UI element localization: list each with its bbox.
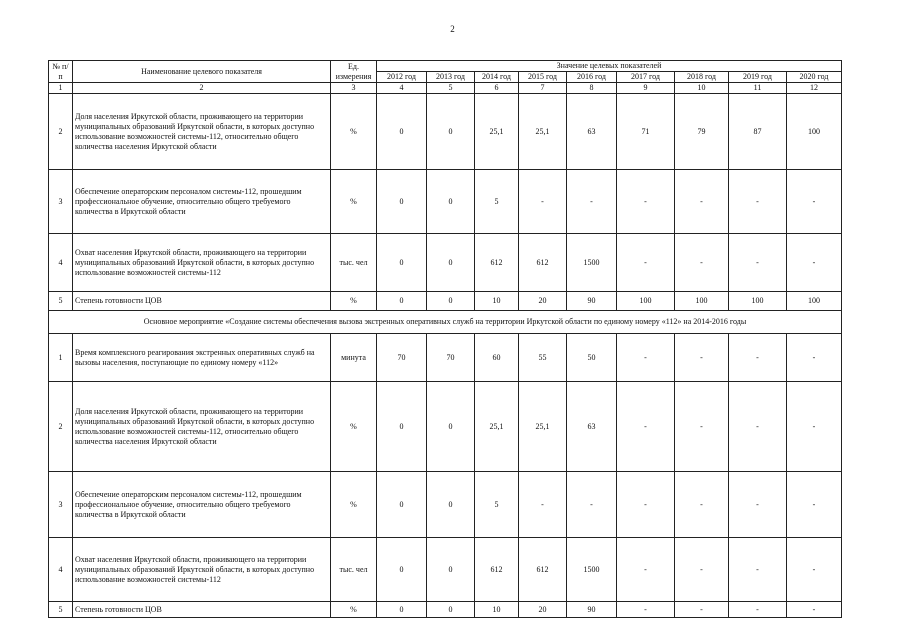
value-cell: - bbox=[617, 170, 675, 234]
value-cell: - bbox=[567, 170, 617, 234]
column-index: 7 bbox=[519, 83, 567, 94]
row-number: 5 bbox=[49, 602, 73, 618]
indicator-name: Время комплексного реагирования экстренных оперативных служб на вызовы населения, поступающие по единому номеру «112» bbox=[73, 334, 331, 382]
table-row bbox=[49, 170, 842, 234]
value-cell: - bbox=[675, 602, 729, 618]
value-cell: - bbox=[675, 170, 729, 234]
value-cell: 0 bbox=[377, 292, 427, 311]
table-header bbox=[49, 61, 842, 94]
value-cell: - bbox=[617, 538, 675, 602]
value-cell: 25,1 bbox=[475, 94, 519, 170]
value-cell: - bbox=[617, 234, 675, 292]
unit-cell: % bbox=[331, 602, 377, 618]
value-cell: 5 bbox=[475, 170, 519, 234]
value-cell: 100 bbox=[617, 292, 675, 311]
value-cell: - bbox=[675, 538, 729, 602]
row-number: 2 bbox=[49, 94, 73, 170]
value-cell: 0 bbox=[427, 170, 475, 234]
indicator-name: Доля населения Иркутской области, проживающего на территории муниципальных образований Иркутской области, в которых доступно использование возможностей системы-112, относительно общего количества населения Иркутской области bbox=[73, 382, 331, 472]
indicator-name: Обеспечение операторским персоналом системы-112, прошедшим профессиональное обучение, относительно общего требуемого количества в Иркутской области bbox=[73, 170, 331, 234]
value-cell: 0 bbox=[377, 602, 427, 618]
unit-cell: минута bbox=[331, 334, 377, 382]
header-year: 2019 год bbox=[729, 72, 787, 83]
header-year: 2018 год bbox=[675, 72, 729, 83]
value-cell: 5 bbox=[475, 472, 519, 538]
indicators-block-1 bbox=[49, 94, 842, 311]
row-number: 2 bbox=[49, 382, 73, 472]
value-cell: - bbox=[729, 334, 787, 382]
value-cell: 70 bbox=[377, 334, 427, 382]
value-cell: - bbox=[787, 234, 842, 292]
value-cell: - bbox=[567, 472, 617, 538]
section-block bbox=[49, 311, 842, 334]
value-cell: 50 bbox=[567, 334, 617, 382]
indicator-name: Степень готовности ЦОВ bbox=[73, 292, 331, 311]
value-cell: - bbox=[675, 334, 729, 382]
unit-cell: % bbox=[331, 382, 377, 472]
header-year: 2020 год bbox=[787, 72, 842, 83]
value-cell: 1500 bbox=[567, 234, 617, 292]
value-cell: 0 bbox=[427, 538, 475, 602]
row-number: 3 bbox=[49, 472, 73, 538]
header-name: Наименование целевого показателя bbox=[73, 61, 331, 83]
indicator-name: Обеспечение операторским персоналом системы-112, прошедшим профессиональное обучение, относительно общего требуемого количества в Иркутской области bbox=[73, 472, 331, 538]
value-cell: 20 bbox=[519, 292, 567, 311]
header-year: 2017 год bbox=[617, 72, 675, 83]
value-cell: 25,1 bbox=[519, 94, 567, 170]
value-cell: - bbox=[617, 602, 675, 618]
column-index-row bbox=[49, 83, 842, 94]
value-cell: 1500 bbox=[567, 538, 617, 602]
table-row bbox=[49, 334, 842, 382]
row-number: 5 bbox=[49, 292, 73, 311]
value-cell: 0 bbox=[377, 170, 427, 234]
value-cell: - bbox=[617, 472, 675, 538]
value-cell: 0 bbox=[427, 292, 475, 311]
column-index: 12 bbox=[787, 83, 842, 94]
page-number: 2 bbox=[450, 24, 455, 34]
row-number: 3 bbox=[49, 170, 73, 234]
value-cell: - bbox=[519, 170, 567, 234]
value-cell: - bbox=[787, 472, 842, 538]
header-year: 2014 год bbox=[475, 72, 519, 83]
unit-cell: % bbox=[331, 292, 377, 311]
value-cell: 87 bbox=[729, 94, 787, 170]
value-cell: 0 bbox=[427, 602, 475, 618]
value-cell: 63 bbox=[567, 94, 617, 170]
value-cell: 0 bbox=[377, 472, 427, 538]
column-index: 9 bbox=[617, 83, 675, 94]
unit-cell: % bbox=[331, 170, 377, 234]
value-cell: - bbox=[729, 538, 787, 602]
value-cell: 70 bbox=[427, 334, 475, 382]
row-number: 4 bbox=[49, 234, 73, 292]
header-year: 2015 год bbox=[519, 72, 567, 83]
value-cell: 0 bbox=[427, 382, 475, 472]
value-cell: - bbox=[729, 602, 787, 618]
value-cell: - bbox=[617, 382, 675, 472]
table-row bbox=[49, 234, 842, 292]
value-cell: - bbox=[787, 334, 842, 382]
value-cell: - bbox=[729, 472, 787, 538]
value-cell: - bbox=[675, 234, 729, 292]
value-cell: - bbox=[787, 170, 842, 234]
value-cell: 71 bbox=[617, 94, 675, 170]
column-index: 3 bbox=[331, 83, 377, 94]
value-cell: 79 bbox=[675, 94, 729, 170]
value-cell: 90 bbox=[567, 292, 617, 311]
header-year: 2013 год bbox=[427, 72, 475, 83]
value-cell: 10 bbox=[475, 602, 519, 618]
column-index: 6 bbox=[475, 83, 519, 94]
table-row bbox=[49, 94, 842, 170]
value-cell: 612 bbox=[475, 538, 519, 602]
indicator-name: Доля населения Иркутской области, проживающего на территории муниципальных образований Иркутской области, в которых доступно использование возможностей системы-112, относительно общего количества населения Иркутской области bbox=[73, 94, 331, 170]
indicators-table bbox=[48, 60, 842, 618]
indicator-name: Охват населения Иркутской области, проживающего на территории муниципальных образований Иркутской области, в которых доступно использование возможностей системы-112 bbox=[73, 538, 331, 602]
table-row bbox=[49, 538, 842, 602]
value-cell: 100 bbox=[675, 292, 729, 311]
table-row bbox=[49, 472, 842, 538]
column-index: 10 bbox=[675, 83, 729, 94]
unit-cell: тыс. чел bbox=[331, 538, 377, 602]
unit-cell: % bbox=[331, 94, 377, 170]
table-row bbox=[49, 602, 842, 618]
header-unit: Ед. измерения bbox=[331, 61, 377, 83]
value-cell: 10 bbox=[475, 292, 519, 311]
value-cell: 60 bbox=[475, 334, 519, 382]
value-cell: 25,1 bbox=[519, 382, 567, 472]
value-cell: - bbox=[729, 234, 787, 292]
indicators-block-2 bbox=[49, 334, 842, 618]
value-cell: - bbox=[617, 334, 675, 382]
value-cell: 20 bbox=[519, 602, 567, 618]
value-cell: 0 bbox=[427, 234, 475, 292]
value-cell: 25,1 bbox=[475, 382, 519, 472]
value-cell: - bbox=[787, 602, 842, 618]
value-cell: - bbox=[729, 382, 787, 472]
value-cell: 0 bbox=[377, 382, 427, 472]
header-year: 2016 год bbox=[567, 72, 617, 83]
table-row bbox=[49, 382, 842, 472]
table-row bbox=[49, 292, 842, 311]
value-cell: 55 bbox=[519, 334, 567, 382]
value-cell: 612 bbox=[475, 234, 519, 292]
value-cell: 0 bbox=[377, 94, 427, 170]
value-cell: 63 bbox=[567, 382, 617, 472]
header-values-group: Значение целевых показателей bbox=[377, 61, 842, 72]
indicator-name: Охват населения Иркутской области, проживающего на территории муниципальных образований Иркутской области, в которых доступно использование возможностей системы-112 bbox=[73, 234, 331, 292]
value-cell: - bbox=[675, 382, 729, 472]
column-index: 2 bbox=[73, 83, 331, 94]
value-cell: 0 bbox=[377, 234, 427, 292]
row-number: 4 bbox=[49, 538, 73, 602]
value-cell: - bbox=[519, 472, 567, 538]
column-index: 5 bbox=[427, 83, 475, 94]
value-cell: 100 bbox=[787, 94, 842, 170]
value-cell: 0 bbox=[427, 472, 475, 538]
value-cell: 0 bbox=[377, 538, 427, 602]
value-cell: 100 bbox=[787, 292, 842, 311]
value-cell: - bbox=[787, 382, 842, 472]
unit-cell: % bbox=[331, 472, 377, 538]
unit-cell: тыс. чел bbox=[331, 234, 377, 292]
indicator-name: Степень готовности ЦОВ bbox=[73, 602, 331, 618]
value-cell: - bbox=[787, 538, 842, 602]
value-cell: 612 bbox=[519, 538, 567, 602]
value-cell: - bbox=[729, 170, 787, 234]
column-index: 8 bbox=[567, 83, 617, 94]
value-cell: 90 bbox=[567, 602, 617, 618]
header-num: № п/п bbox=[49, 61, 73, 83]
value-cell: 0 bbox=[427, 94, 475, 170]
value-cell: 612 bbox=[519, 234, 567, 292]
value-cell: 100 bbox=[729, 292, 787, 311]
header-year: 2012 год bbox=[377, 72, 427, 83]
column-index: 4 bbox=[377, 83, 427, 94]
section-title: Основное мероприятие «Создание системы обеспечения вызова экстренных оперативных служб на территории Иркутской области по единому номеру «112» на 2014-2016 годы bbox=[49, 311, 842, 334]
column-index: 1 bbox=[49, 83, 73, 94]
row-number: 1 bbox=[49, 334, 73, 382]
value-cell: - bbox=[675, 472, 729, 538]
column-index: 11 bbox=[729, 83, 787, 94]
